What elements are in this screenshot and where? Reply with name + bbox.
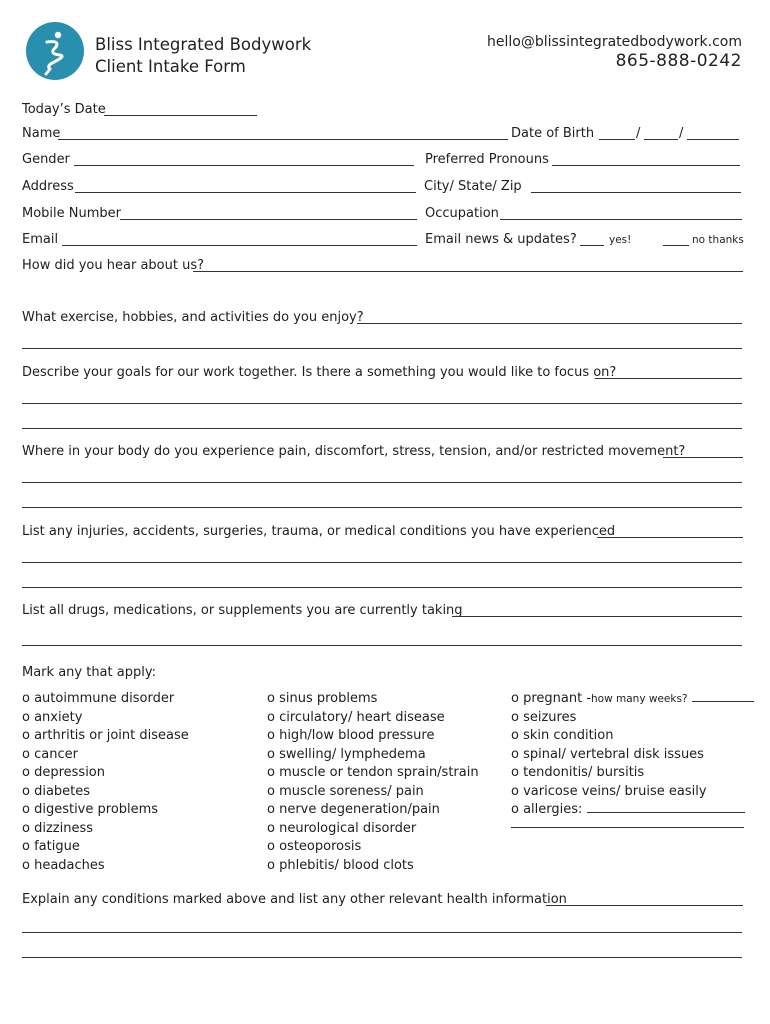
email-input[interactable] bbox=[62, 245, 417, 246]
condition-checkbox[interactable]: o depression bbox=[22, 765, 105, 780]
pronouns-label: Preferred Pronouns bbox=[425, 152, 549, 167]
pain-input-line-2[interactable] bbox=[22, 482, 742, 483]
goals-input[interactable] bbox=[595, 378, 742, 379]
condition-checkbox[interactable]: o autoimmune disorder bbox=[22, 691, 175, 706]
email-news-no-label: no thanks bbox=[692, 234, 744, 246]
pain-input-line-3[interactable] bbox=[22, 507, 742, 508]
condition-checkbox[interactable]: o muscle or tendon sprain/strain bbox=[267, 765, 479, 780]
condition-checkbox[interactable]: o circulatory/ heart disease bbox=[267, 709, 445, 725]
goals-question: Describe your goals for our work together. Is there a something you would like to focus on? bbox=[22, 365, 617, 380]
drugs-input-line-2[interactable] bbox=[22, 645, 742, 646]
pain-input[interactable] bbox=[663, 457, 743, 458]
address-input[interactable] bbox=[75, 192, 416, 193]
pain-question: Where in your body do you experience pain, discomfort, stress, tension, and/or restricted movement? bbox=[22, 444, 686, 459]
exercise-input[interactable] bbox=[357, 323, 742, 324]
occupation-label: Occupation bbox=[425, 206, 499, 221]
injuries-input-line-2[interactable] bbox=[22, 562, 742, 563]
dob-year-input[interactable] bbox=[687, 139, 739, 140]
condition-checkbox[interactable]: o arthritis or joint disease bbox=[22, 728, 189, 743]
conditions-column-3 bbox=[511, 690, 754, 820]
pregnant-label: o pregnant - bbox=[511, 691, 592, 706]
email-news-yes-label: yes! bbox=[609, 234, 632, 246]
gender-input[interactable] bbox=[74, 165, 414, 166]
how-heard-label: How did you hear about us? bbox=[22, 258, 204, 273]
email-label: Email bbox=[22, 232, 59, 247]
condition-checkbox[interactable]: o muscle soreness/ pain bbox=[267, 783, 424, 799]
exercise-question: What exercise, hobbies, and activities do you enjoy? bbox=[22, 310, 364, 325]
goals-input-line-2[interactable] bbox=[22, 403, 742, 404]
allergies-checkbox[interactable] bbox=[511, 801, 754, 820]
explain-input-line-3[interactable] bbox=[22, 957, 742, 958]
email-news-label: Email news & updates? bbox=[425, 232, 577, 247]
dob-slash-1: / bbox=[636, 126, 641, 141]
goals-input-line-3[interactable] bbox=[22, 428, 742, 429]
pregnant-weeks-input[interactable] bbox=[692, 690, 754, 702]
dob-slash-2: / bbox=[679, 126, 684, 141]
city-state-zip-label: City/ State/ Zip bbox=[424, 179, 522, 194]
mobile-input[interactable] bbox=[120, 219, 417, 220]
address-label: Address bbox=[22, 179, 74, 194]
occupation-input[interactable] bbox=[500, 219, 742, 220]
explain-question: Explain any conditions marked above and list any other relevant health information bbox=[22, 892, 567, 907]
injuries-input-line-3[interactable] bbox=[22, 587, 742, 588]
conditions-column-1 bbox=[22, 690, 189, 875]
form-title: Client Intake Form bbox=[95, 57, 246, 76]
condition-checkbox[interactable]: o digestive problems bbox=[22, 802, 159, 817]
conditions-heading: Mark any that apply: bbox=[22, 665, 156, 680]
condition-checkbox[interactable]: o nerve degeneration/pain bbox=[267, 802, 440, 817]
condition-checkbox[interactable]: o phlebitis/ blood clots bbox=[267, 857, 414, 873]
condition-checkbox[interactable]: o neurological disorder bbox=[267, 820, 417, 836]
explain-input-line-2[interactable] bbox=[22, 932, 742, 933]
condition-checkbox[interactable]: o sinus problems bbox=[267, 691, 378, 706]
condition-checkbox[interactable]: o diabetes bbox=[22, 783, 91, 799]
condition-checkbox[interactable]: o spinal/ vertebral disk issues bbox=[511, 746, 704, 762]
condition-checkbox[interactable]: o skin condition bbox=[511, 728, 614, 743]
bliss-logo-icon bbox=[26, 22, 84, 80]
dob-month-input[interactable] bbox=[599, 139, 635, 140]
mobile-label: Mobile Number bbox=[22, 206, 121, 221]
drugs-question: List all drugs, medications, or supplements you are currently taking bbox=[22, 603, 463, 618]
pregnant-weeks-label: how many weeks? bbox=[591, 693, 688, 705]
contact-email: hello@blissintegratedbodywork.com bbox=[486, 34, 742, 50]
injuries-question: List any injuries, accidents, surgeries, trauma, or medical conditions you have experienced bbox=[22, 524, 616, 539]
business-name: Bliss Integrated Bodywork bbox=[95, 35, 312, 54]
condition-checkbox[interactable]: o osteoporosis bbox=[267, 839, 362, 854]
city-state-zip-input[interactable] bbox=[531, 192, 741, 193]
injuries-input[interactable] bbox=[597, 537, 743, 538]
allergies-input[interactable] bbox=[587, 801, 745, 813]
how-heard-input[interactable] bbox=[193, 271, 743, 272]
condition-checkbox[interactable]: o dizziness bbox=[22, 820, 93, 836]
name-label: Name bbox=[22, 126, 61, 141]
conditions-column-2 bbox=[267, 690, 479, 875]
condition-checkbox[interactable]: o fatigue bbox=[22, 839, 80, 854]
condition-checkbox[interactable]: o headaches bbox=[22, 857, 105, 873]
email-news-yes-checkbox[interactable] bbox=[580, 245, 604, 246]
allergies-input-line-2[interactable] bbox=[511, 827, 744, 828]
dob-label: Date of Birth bbox=[511, 126, 595, 141]
dob-day-input[interactable] bbox=[644, 139, 678, 140]
condition-checkbox[interactable]: o varicose veins/ bruise easily bbox=[511, 783, 707, 799]
condition-checkbox[interactable]: o seizures bbox=[511, 709, 577, 725]
condition-checkbox[interactable]: o cancer bbox=[22, 746, 78, 762]
allergies-label: o allergies: bbox=[511, 802, 583, 817]
todays-date-input[interactable] bbox=[104, 115, 257, 116]
pregnant-checkbox[interactable] bbox=[511, 690, 754, 709]
todays-date-label: Today’s Date bbox=[22, 102, 106, 117]
condition-checkbox[interactable]: o high/low blood pressure bbox=[267, 728, 435, 743]
condition-checkbox[interactable]: o swelling/ lymphedema bbox=[267, 746, 426, 762]
exercise-input-line-2[interactable] bbox=[22, 348, 742, 349]
contact-phone: 865-888-0242 bbox=[615, 51, 742, 71]
gender-label: Gender bbox=[22, 152, 70, 167]
drugs-input[interactable] bbox=[452, 616, 742, 617]
condition-checkbox[interactable]: o tendonitis/ bursitis bbox=[511, 765, 645, 780]
condition-checkbox[interactable]: o anxiety bbox=[22, 709, 83, 725]
pronouns-input[interactable] bbox=[552, 165, 740, 166]
explain-input[interactable] bbox=[546, 905, 743, 906]
name-input[interactable] bbox=[58, 139, 508, 140]
email-news-no-checkbox[interactable] bbox=[663, 245, 689, 246]
